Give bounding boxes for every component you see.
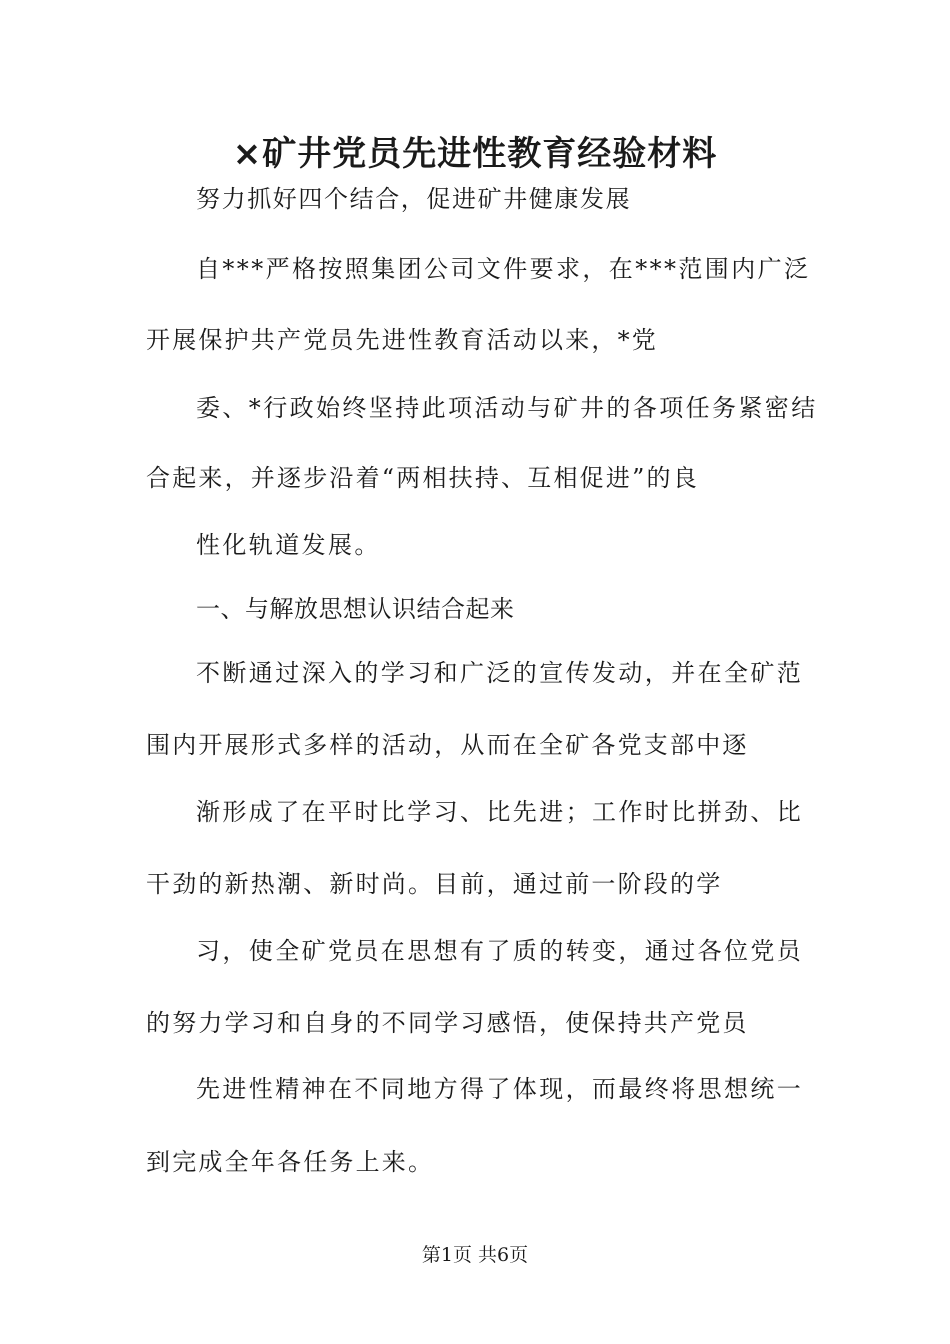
body-line: 委、*行政始终坚持此项活动与矿井的各项任务紧密结 xyxy=(196,394,818,422)
body-line: 渐形成了在平时比学习、比先进；工作时比拼劲、比 xyxy=(196,798,804,826)
body-line: 围内开展形式多样的活动，从而在全矿各党支部中逐 xyxy=(146,731,749,759)
section-heading: 一、与解放思想认识结合起来 xyxy=(196,595,515,623)
body-line: 不断通过深入的学习和广泛的宣传发动，并在全矿范 xyxy=(196,659,804,687)
page-number-footer: 第1页 共6页 xyxy=(421,1244,529,1266)
body-line: 先进性精神在不同地方得了体现，而最终将思想统一 xyxy=(196,1075,804,1103)
body-line: 性化轨道发展。 xyxy=(196,531,381,559)
body-line: 的努力学习和自身的不同学习感悟，使保持共产党员 xyxy=(146,1009,749,1037)
body-line: 开展保护共产党员先进性教育活动以来，*党 xyxy=(146,326,658,354)
document-title: ×矿井党员先进性教育经验材料 xyxy=(232,134,718,174)
body-line: 自***严格按照集团公司文件要求，在***范围内广泛 xyxy=(196,255,811,283)
body-line: 干劲的新热潮、新时尚。目前，通过前一阶段的学 xyxy=(146,870,723,898)
document-subtitle: 努力抓好四个结合，促进矿井健康发展 xyxy=(196,185,632,213)
body-line: 到完成全年各任务上来。 xyxy=(146,1148,435,1176)
body-line: 习，使全矿党员在思想有了质的转变，通过各位党员 xyxy=(196,937,804,965)
body-line: 合起来，并逐步沿着“两相扶持、互相促进”的良 xyxy=(146,464,699,492)
